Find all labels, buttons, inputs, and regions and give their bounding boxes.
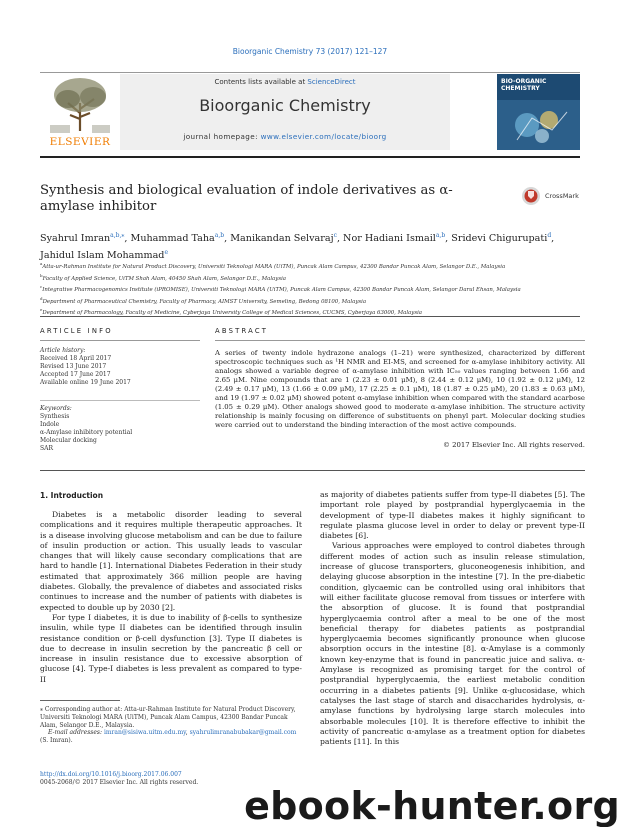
abstract-text: A series of twenty indole hydrazone analogs (1–21) were synthesized, characterized by different spectroscopic techniques such as ¹H NMR and EI-MS, and screened for α-amylase inhibitory activity. All analogs showed a variable degree of α-amylase inhibition with IC₅₀ values ranging between 1.66 and 2.65 μM. Nine compounds that are 1 (2.23 ± 0.01 μM), 8 (2.44 ± 0.12 μM), 10 (1.92 ± 0.12 μM), 12 (2.49 ± 0.17 μM), 13 (1.66 ± 0.09 μM), 17 (2.25 ± 0.1 μM), 18 (1.87 ± 0.25 μM), 20 (1.83 ± 0.63 μM), and 19 (1.97 ± 0.02 μM) showed potent α-amylase inhibition when compared with the standard acarbose (1.05 ± 0.29 μM). Other analogs showed good to moderate α-amylase inhibition. The structure activity relationship is mainly focusing on difference of substituents on phenyl part. Molecular docking studies were carried out to understand the binding interaction of the most active compounds. [215,349,585,429]
keywords-rule [40,400,200,401]
email-suffix: (S. Imran). [40,737,73,745]
article-info-heading: ARTICLE INFO [40,327,113,335]
keyword-item: α-Amylase inhibitory potential [40,429,133,436]
affiliation-item: $^b$Faculty of Applied Science, UiTM Shah Alam, 40450 Shah Alam, Selangor D.E., Malaysia [40,272,287,282]
journal-cover-thumbnail[interactable] [497,74,580,150]
keywords-label: Keywords: [40,405,72,412]
author-affil-sup[interactable]: a,b [214,232,225,239]
affiliation-item: $^a$Atta-ur-Rahman Institute for Natural Product Discovery, Universiti Teknologi MARA (UiTM), Puncak Alam Campus, 42300 Bandar Puncak Alam, Selangor D.E., Malaysia [40,261,506,270]
email-link-2[interactable]: syahrulimranabubakar@gmail.com [189,729,297,737]
crossmark-label[interactable]: CrossMark [545,192,579,200]
author-affil-sup[interactable]: d [547,232,552,239]
homepage-prefix: journal homepage: [183,132,261,141]
front-matter-divider [40,316,580,317]
abstract-divider [40,470,585,471]
history-item: Received 18 April 2017 [40,355,112,362]
author-name[interactable]: Nor Hadiani Ismail [343,233,436,245]
article-title: Synthesis and biological evaluation of indole derivatives as α-amylase inhibitor [40,183,453,214]
history-label: Article history: [40,347,86,354]
footnote-rule [40,700,120,701]
intro-paragraph-2: For type I diabetes, it is due to inability of β-cells to synthesize insulin, while type II diabetes can be identified through insulin resistance condition or β-cell dysfunction [3]. Type II diabetes is due to decrease in insulin secretion by the pancreatic β cell or increase in insulin resistance due to excessive absorption of glucose [4]. Type-I diabetes is less prevalent as compared to type-II [40,612,302,684]
abstract-copyright: © 2017 Elsevier Inc. All rights reserved. [443,441,585,449]
affiliation-item: $^d$Department of Pharmaceutical Chemistry, Faculty of Pharmacy, AIMST University, Semeling, Bedong 08100, Malaysia [40,295,367,305]
watermark-text: ebook-hunter.org [244,784,620,827]
keyword-item: Molecular docking [40,437,97,444]
doi-link[interactable]: http://dx.doi.org/10.1016/j.bioorg.2017.06.007 [40,771,182,778]
cover-title: BIO-ORGANIC CHEMISTRY [501,78,547,92]
keyword-item: SAR [40,445,53,452]
author-name[interactable]: Syahrul Imran [40,233,111,245]
author-affil-sup[interactable]: a,b,⁎ [110,232,125,239]
affiliation-list [40,260,585,318]
author-affil-sup[interactable]: c [333,232,337,239]
homepage-link[interactable]: www.elsevier.com/locate/bioorg [260,132,387,141]
author-name[interactable]: Muhammad Taha [130,233,215,245]
affiliation-item: $^c$Integrative Pharmacogenomics Institute (iPROMISE), Universiti Teknologi MARA (UiTM), Puncak Alam Campus, 42300 Bandar Puncak Alam, Selangor Darul Ehsan, Malaysia [40,284,521,293]
affiliation-item: $^e$Department of Pharmacology, Faculty of Medicine, Cyberjaya University College of Medical Sciences, CUCMS, Cyberjaya 63000, Malaysia [40,307,423,317]
body-column-left [40,510,302,685]
intro-paragraph-4: Various approaches were employed to control diabetes through different modes of action such as insulin release stimulation, increase of glucose transporters, gluconeogenesis inhibition, and delaying glucose absorption in the intestine [7]. In the pre-diabetic condition, glycaemic can be controlled using oral inhibitors that will either facilitate glucose removal from tissues or interfere with the absorption of glucose. It is found that postprandial hyperglycaemia control after a meal to be one of the most beneficial therapy for diabetes patients as postprandial hyperglycaemia becomes significantly pronounce when glucose absorption occurs in the intestine [8]. α-Amylase is a commonly known key-enzyme that is found in pancreatic juice and saliva. α-Amylase is recognized as promising target for the control of postprandial hyperglycaemia, the earliest metabolic condition occurring in a diabetes patients [9]. Unlike α-glucosidase, which catalyses the last stage of starch and disaccharides hydrolysis, α-amylase functions by hydrolysing large starch molecules into absorbable molecules [10]. It is therefore effective to inhibit the activity of pancreatic α-amylase as a treatment option for diabetes patients [11]. In this [320,541,585,747]
journal-citation[interactable]: Bioorganic Chemistry 73 (2017) 121–127 [232,47,388,56]
author-name[interactable]: Sridevi Chigurupati [451,233,548,245]
body-column-right [320,490,585,747]
author-affil-sup[interactable]: a,b [435,232,446,239]
elsevier-tree-icon [40,73,120,135]
keyword-item: Synthesis [40,413,70,420]
authors-line-1: Syahrul Imran$^{a,b,⁎}$, Muhammad Taha$^{a,b}$, Manikandan Selvaraj$^c$, Nor Hadiani Ismail$^{a,b}$, Sridevi Chigurupati$^d$, [40,232,555,245]
article-history [40,347,200,387]
journal-homepage [120,132,450,141]
intro-paragraph-1: Diabetes is a metabolic disorder leading to several complications and it requires multiple therapeutic approaches. It is a disease involving glucose metabolism and can be due to failure of insulin production or action. This usually leads to vascular changes that will likely cause secondary complications that are hard to handle [1]. International Diabetes Federation in their study estimated that approximately 366 million people are having diabetes. Globally, the prevalence of diabetes and associated risks continues to increase and the number of patients with diabetes is expected to double up by 2030 [2]. [40,510,302,612]
footnotes [40,706,302,745]
journal-title: Bioorganic Chemistry [199,96,371,115]
abstract-heading: ABSTRACT [215,327,269,335]
email-label: E-mail addresses: [48,729,103,737]
history-item: Accepted 17 June 2017 [40,371,111,378]
abstract-rule [215,340,585,341]
author-name[interactable]: Manikandan Selvaraj [230,233,334,245]
email-link-1[interactable]: imran@sisiwa.uitm.edu.my [103,729,186,737]
header-divider [40,156,580,158]
history-item: Available online 19 June 2017 [40,379,131,386]
contents-availability [120,78,450,86]
history-item: Revised 13 June 2017 [40,363,107,370]
author-name[interactable]: Jahidul Islam Mohammad [40,249,165,261]
article-info-rule [40,340,200,341]
introduction-heading: 1. Introduction [40,491,104,500]
header-top-rule [40,72,580,73]
publisher-name: ELSEVIER [49,136,111,148]
contents-prefix: Contents lists available at [214,78,308,86]
author-list [40,229,585,262]
crossmark-icon [521,186,543,206]
cover-molecule-image [497,100,580,150]
keyword-item: Indole [40,421,60,428]
corresponding-author-note: ⁎ Corresponding author at: Atta-ur-Rahman Institute for Natural Product Discovery, Universiti Teknologi MARA (UiTM), Puncak Alam Campus, 42300 Bandar Puncak Alam, Selangor D.E., Malaysia. [40,706,296,729]
intro-paragraph-3: as majority of diabetes patients suffer from type-II diabetes [5]. The important role played by postprandial hyperglycaemia in the development of type-II diabetes makes it highly significant to regulate plasma glucose level in order to delay or prevent type-II diabetes [6]. [320,490,585,541]
keywords-list [40,405,200,453]
email-note: E-mail addresses: imran@sisiwa.uitm.edu.my, syahrulimranabubakar@gmail.com (S. Imran). [40,729,297,745]
sciencedirect-link[interactable]: ScienceDirect [307,78,356,86]
author-affil-sup[interactable]: e [164,248,169,256]
issn-line: 0045-2068/© 2017 Elsevier Inc. All rights reserved. [40,779,199,786]
